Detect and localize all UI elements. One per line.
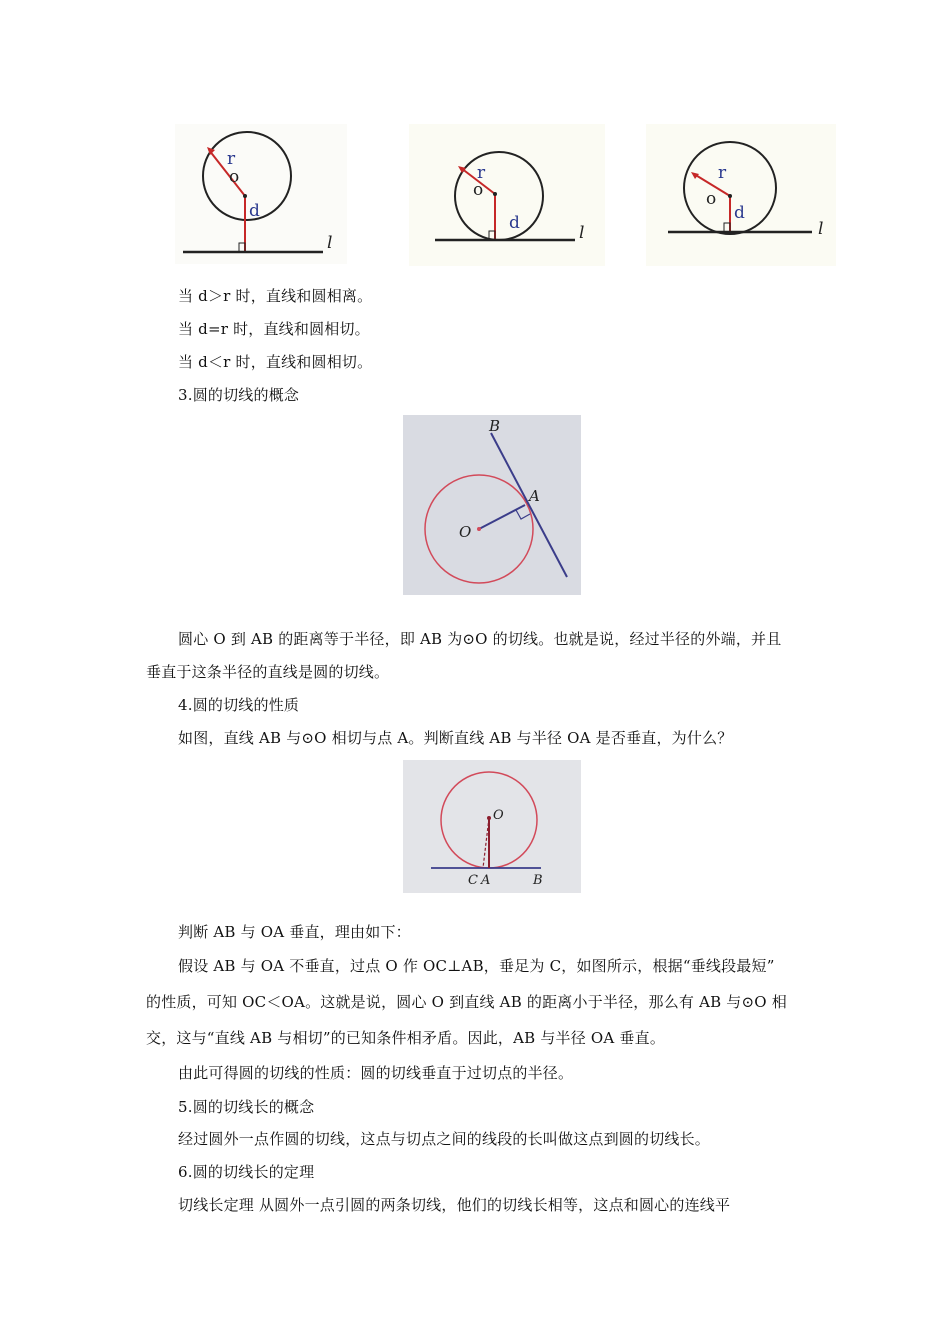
section-heading-3: 3.圆的切线的概念: [178, 386, 300, 404]
fig4-a-label: A: [529, 487, 540, 505]
section-heading-5: 5.圆的切线长的概念: [178, 1098, 315, 1116]
figure-line-intersect: [646, 124, 836, 266]
figure-tangent-concept: [403, 415, 581, 595]
paragraph-proof-3: 交，这与“直线 AB 与相切”的已知条件相矛盾。因此，AB 与半径 OA 垂直。: [146, 1029, 666, 1047]
paragraph-tangent-concept-2: 垂直于这条半径的直线是圆的切线。: [146, 663, 390, 681]
paragraph-question: 如图，直线 AB 与⊙O 相切与点 A。判断直线 AB 与半径 OA 是否垂直，为什么？: [178, 729, 733, 747]
fig1-r-label: r: [227, 149, 236, 169]
text-line-d-eq-r: 当 d=r 时，直线和圆相切。: [178, 320, 370, 338]
paragraph-theorem: 切线长定理 从圆外一点引圆的两条切线，他们的切线长相等，这点和圆心的连线平: [178, 1196, 731, 1214]
fig1-o-label: o: [229, 167, 240, 187]
fig5-o-label: O: [493, 808, 504, 823]
paragraph-property: 由此可得圆的切线的性质：圆的切线垂直于过切点的半径。: [178, 1064, 574, 1082]
fig2-l-label: l: [579, 223, 585, 243]
fig4-b-label: B: [489, 417, 501, 435]
section-heading-4: 4.圆的切线的性质: [178, 696, 300, 714]
fig3-r-label: r: [718, 163, 727, 183]
text-line-d-lt-r: 当 d＜r 时，直线和圆相切。: [178, 353, 373, 371]
fig3-d-label: d: [734, 203, 745, 223]
fig1-l-label: l: [327, 233, 333, 253]
paragraph-tangent-length: 经过圆外一点作圆的切线，这点与切点之间的线段的长叫做这点到圆的切线长。: [178, 1130, 711, 1148]
figure-line-separate: [175, 124, 347, 264]
text-line-d-gt-r: 当 d＞r 时，直线和圆相离。: [178, 287, 373, 305]
paragraph-tangent-concept-1: 圆心 O 到 AB 的距离等于半径，即 AB 为⊙O 的切线。也就是说，经过半径的外端，并且: [178, 630, 782, 648]
fig5-b-label: B: [533, 873, 543, 888]
fig4-o-label: O: [459, 523, 472, 541]
fig3-o-label: o: [706, 189, 717, 209]
fig1-d-label: d: [249, 201, 260, 221]
paragraph-proof-2: 的性质，可知 OC＜OA。这就是说，圆心 O 到直线 AB 的距离小于半径，那么有 AB 与⊙O 相: [146, 993, 787, 1011]
fig2-o-label: o: [473, 180, 484, 200]
fig5-c-label: C: [468, 873, 478, 888]
fig2-d-label: d: [509, 213, 520, 233]
paragraph-judgment: 判断 AB 与 OA 垂直，理由如下：: [178, 923, 411, 941]
figure-tangent-property: [403, 760, 581, 893]
fig2-r-label: r: [477, 163, 486, 183]
figure-line-tangent: [409, 124, 605, 266]
fig3-l-label: l: [818, 219, 824, 239]
paragraph-proof-1: 假设 AB 与 OA 不垂直，过点 O 作 OC⊥AB，垂足为 C，如图所示，根据“垂线段最短”: [178, 957, 775, 975]
fig5-a-label: A: [481, 873, 491, 888]
section-heading-6: 6.圆的切线长的定理: [178, 1163, 315, 1181]
